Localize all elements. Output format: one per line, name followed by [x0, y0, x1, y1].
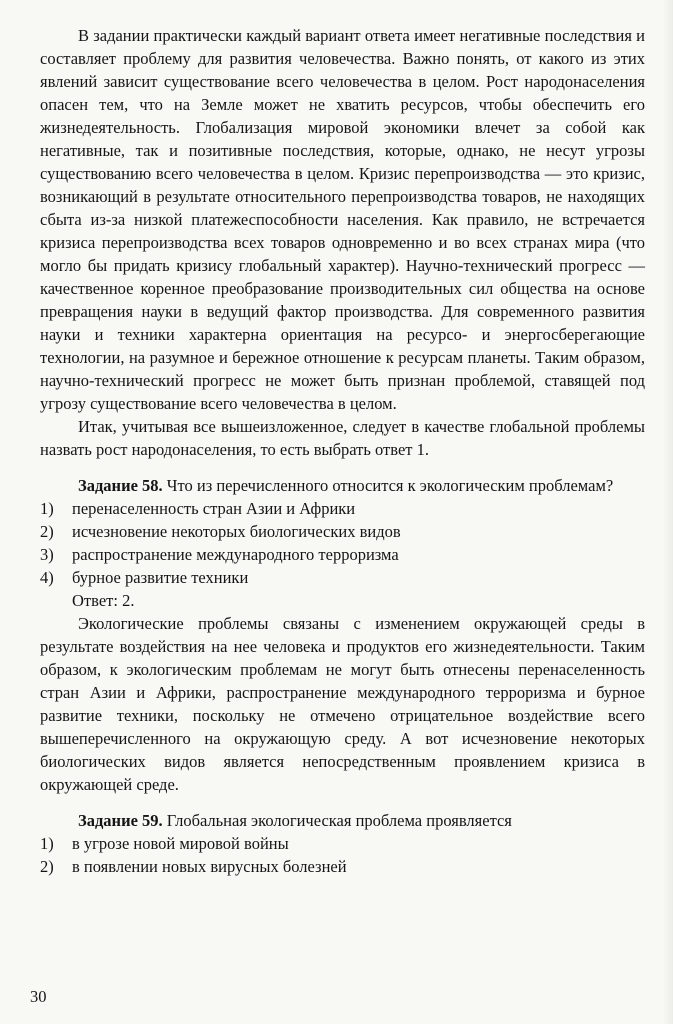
task-58-label: Задание 58.: [78, 476, 163, 495]
task-59-heading: [40, 809, 645, 832]
paragraph-conclusion: Итак, учитывая все вышеизложенное, следует в качестве глобальной проблемы назвать рост народонаселения, то есть выбрать ответ 1.: [40, 417, 645, 459]
option-marker: 1): [40, 499, 54, 518]
task-59-question: Глобальная экологическая проблема проявляется: [166, 811, 512, 830]
option-text: распространение международного терроризма: [72, 545, 399, 564]
task-58-question: Что из перечисленного относится к экологическим проблемам?: [166, 476, 614, 495]
option-text: бурное развитие техники: [72, 568, 249, 587]
task-59-label: Задание 59.: [78, 811, 163, 830]
task-59-option-2: [40, 855, 645, 878]
option-marker: 2): [40, 522, 54, 541]
option-text: в угрозе новой мировой войны: [72, 834, 289, 853]
task-59-options: [40, 832, 645, 878]
task-59-option-1: [40, 832, 645, 855]
task-58-option-1: [40, 497, 645, 520]
task-58-option-2: [40, 520, 645, 543]
task-58-heading: [40, 474, 645, 497]
task-58-answer: Ответ: 2.: [72, 591, 135, 610]
paragraph-analysis: В задании практически каждый вариант ответа имеет негативные последствия и составляет проблему для развития человечества. Важно понять, от какого из этих явлений зависит существование всего человечества в целом. Рост народонаселения опасен тем, что на Земле может не хватить ресурсов, чтобы обеспечить его жизнедеятельность. Глобализация мировой экономики влечет за собой как негативные, так и позитивные последствия, которые, однако, не несут угрозы существованию всего человечества в целом. Кризис перепроизводства — это кризис, возникающий в результате относительного перепроизводства товаров, не находящих сбыта из-за низкой платежеспособности населения. Как правило, не встречается кризиса перепроизводства всех товаров одновременно и во всех странах мира (что могло бы придать кризису глобальный характер). Научно-технический прогресс — качественное коренное преобразование производительных сил общества на основе превращения науки в ведущий фактор производства. Для современного развития науки и техники характерна ориентация на ресурсо- и энергосберегающие технологии, на разумное и бережное отношение к ресурсам планеты. Таким образом, научно-технический прогресс не может быть признан проблемой, ставящей под угрозу существование всего человечества в целом.: [40, 26, 645, 413]
task-58-explanation: Экологические проблемы связаны с изменением окружающей среды в результате воздействия на нее человека и продуктов его жизнедеятельности. Таким образом, к экологическим проблемам не могут быть отнесены перенаселенность стран Азии и Африки, распространение международного терроризма и бурное развитие техники, поскольку не отмечено отрицательное воздействие всего вышеперечисленного на окружающую среду. А вот исчезновение некоторых биологических видов является непосредственным проявлением кризиса в окружающей среде.: [40, 614, 645, 794]
option-text: исчезновение некоторых биологических видов: [72, 522, 401, 541]
task-58-option-4: [40, 566, 645, 589]
option-marker: 2): [40, 857, 54, 876]
option-text: перенаселенность стран Азии и Африки: [72, 499, 356, 518]
option-text: в появлении новых вирусных болезней: [72, 857, 347, 876]
task-58-options: [40, 497, 645, 589]
option-marker: 1): [40, 834, 54, 853]
option-marker: 3): [40, 545, 54, 564]
task-58-option-3: [40, 543, 645, 566]
page-number: 30: [30, 987, 47, 1006]
option-marker: 4): [40, 568, 54, 587]
